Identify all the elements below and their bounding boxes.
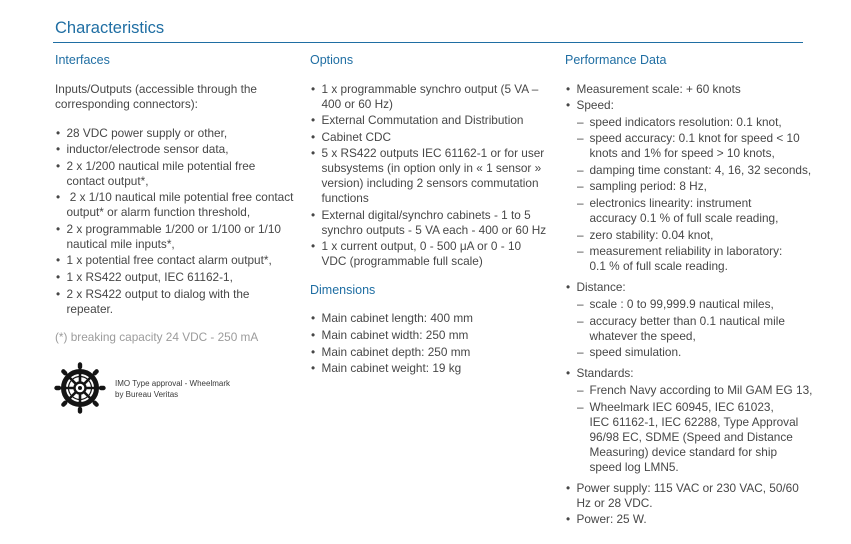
performance-subitem-text: speed accuracy: 0.1 knot for speed < 10 knots and 1% for speed > 10 knots, <box>589 131 800 161</box>
interfaces-item <box>55 159 300 189</box>
dimensions-item <box>310 311 555 326</box>
interfaces-section <box>55 52 300 345</box>
performance-subitem-text: accuracy better than 0.1 nautical mile whatever the speed, <box>589 313 785 343</box>
interfaces-item <box>55 190 300 220</box>
footnote: (*) breaking capacity 24 VDC - 250 mA <box>55 330 259 345</box>
performance-subitem-text: French Navy according to Mil GAM EG 13, <box>589 383 813 397</box>
options-item-text: External Commutation and Distribution <box>321 113 524 128</box>
interfaces-item-text: 2 x 1/200 nautical mile potential free contact output*, <box>66 158 256 188</box>
performance-subitem-text: speed simulation. <box>589 345 682 360</box>
interfaces-heading: Interfaces <box>55 53 110 67</box>
performance-item <box>565 512 810 527</box>
performance-subitem-text: scale : 0 to 99,999.9 nautical miles, <box>589 297 774 312</box>
interfaces-item-text: 1 x RS422 output, IEC 61162-1, <box>66 270 233 285</box>
performance-item <box>565 481 810 511</box>
standards-sublist <box>577 383 811 475</box>
interfaces-item-text: 28 VDC power supply or other, <box>66 125 228 140</box>
interfaces-item <box>55 126 300 141</box>
performance-subitem <box>577 400 811 475</box>
performance-item-standards <box>565 366 813 474</box>
performance-subitem <box>577 244 811 274</box>
performance-subitem-text: sampling period: 8 Hz, <box>589 179 707 194</box>
options-item-text: 5 x RS422 outputs IEC 61162-1 or for user subsystems (in option only in « 1 sensor » version) including 2 sensors commutation functions <box>321 146 545 206</box>
options-item <box>310 113 555 128</box>
dimensions-item <box>310 328 555 343</box>
options-item-text: 1 x programmable synchro output (5 VA – 400 or 60 Hz) <box>321 81 539 111</box>
options-item <box>310 130 555 145</box>
wheel-hub-center <box>78 386 82 390</box>
options-item-text: Cabinet CDC <box>321 129 391 144</box>
interfaces-item-text: 2 x programmable 1/200 or 1/100 or 1/10 nautical mile inputs*, <box>66 221 281 251</box>
options-item <box>310 146 555 206</box>
interfaces-item-text: 1 x potential free contact alarm output*, <box>66 253 272 268</box>
performance-item-text: Standards: <box>576 366 634 381</box>
performance-item <box>565 82 810 97</box>
options-item <box>310 82 555 112</box>
dimensions-item <box>310 361 555 376</box>
dimensions-item-text: Main cabinet weight: 19 kg <box>321 361 462 376</box>
performance-subitem-text: speed indicators resolution: 0.1 knot, <box>589 114 782 129</box>
performance-subitem <box>577 314 811 344</box>
performance-subitem <box>577 383 811 398</box>
performance-subitem-text: electronics linearity: instrument accuracy 0.1 % of full scale reading, <box>589 196 779 226</box>
dimensions-item-text: Main cabinet width: 250 mm <box>321 328 469 343</box>
dimensions-list <box>310 311 555 376</box>
performance-subitem-text: damping time constant: 4, 16, 32 seconds, <box>589 162 812 177</box>
interfaces-item <box>55 222 300 252</box>
performance-item-text: Speed: <box>576 98 614 113</box>
interfaces-item-text: 2 x RS422 output to dialog with the repeater. <box>66 286 250 316</box>
performance-item-text: Measurement scale: + 60 knots <box>576 81 741 96</box>
options-section <box>310 52 555 376</box>
performance-list <box>565 81 813 528</box>
title-divider <box>53 42 803 43</box>
performance-subitem-text: Wheelmark IEC 60945, IEC 61023, IEC 61162-1, IEC 62288, Type Approval 96/98 EC, SDME (Speed and Distance Measuring) device standard for ship speed log LMN5. <box>589 399 799 474</box>
options-item-text: 1 x current output, 0 - 500 μA or 0 - 10 VDC (programmable full scale) <box>321 239 522 269</box>
dimensions-item-text: Main cabinet length: 400 mm <box>321 311 473 326</box>
performance-item-text: Power: 25 W. <box>576 512 647 527</box>
performance-subitem <box>577 179 811 194</box>
performance-subitem <box>577 297 811 312</box>
performance-subitem <box>577 163 811 178</box>
performance-subitem-text: zero stability: 0.04 knot, <box>589 227 714 242</box>
distance-sublist <box>577 297 811 360</box>
speed-sublist <box>577 115 811 275</box>
options-item <box>310 239 555 269</box>
interfaces-item <box>55 142 300 157</box>
approval-badge <box>54 362 254 414</box>
performance-subitem <box>577 228 811 243</box>
interfaces-list <box>55 126 300 317</box>
performance-item-distance <box>565 280 810 360</box>
interfaces-item-text: 2 x 1/10 nautical mile potential free contact output* or alarm function threshold, <box>66 190 294 220</box>
page-title: Characteristics <box>55 19 165 37</box>
performance-heading: Performance Data <box>565 53 667 67</box>
options-heading: Options <box>310 53 354 67</box>
options-list <box>310 82 555 270</box>
dimensions-item-text: Main cabinet depth: 250 mm <box>321 344 471 359</box>
performance-item-text: Distance: <box>576 280 626 295</box>
performance-section <box>565 52 813 527</box>
performance-subitem <box>577 345 811 360</box>
interfaces-item <box>55 270 300 285</box>
interfaces-item-text: inductor/electrode sensor data, <box>66 142 229 157</box>
performance-subitem <box>577 115 811 130</box>
performance-subitem <box>577 196 811 226</box>
interfaces-item <box>55 253 300 268</box>
ship-wheel-icon <box>54 362 106 414</box>
dimensions-item <box>310 345 555 360</box>
interfaces-intro: Inputs/Outputs (accessible through the corresponding connectors): <box>55 81 257 111</box>
dimensions-heading: Dimensions <box>310 282 376 297</box>
options-item-text: External digital/synchro cabinets - 1 to 5 synchro outputs - 5 VA each - 400 or 60 Hz <box>321 207 547 237</box>
performance-item-text: Power supply: 115 VAC or 230 VAC, 50/60 Hz or 28 VDC. <box>576 480 799 510</box>
performance-subitem-text: measurement reliability in laboratory: 0.1 % of full scale reading. <box>589 244 783 274</box>
approval-text: IMO Type approval - Wheelmark by Bureau Veritas <box>115 378 231 399</box>
performance-item-speed <box>565 98 810 274</box>
interfaces-item <box>55 287 300 317</box>
options-item <box>310 208 555 238</box>
performance-subitem <box>577 131 811 161</box>
